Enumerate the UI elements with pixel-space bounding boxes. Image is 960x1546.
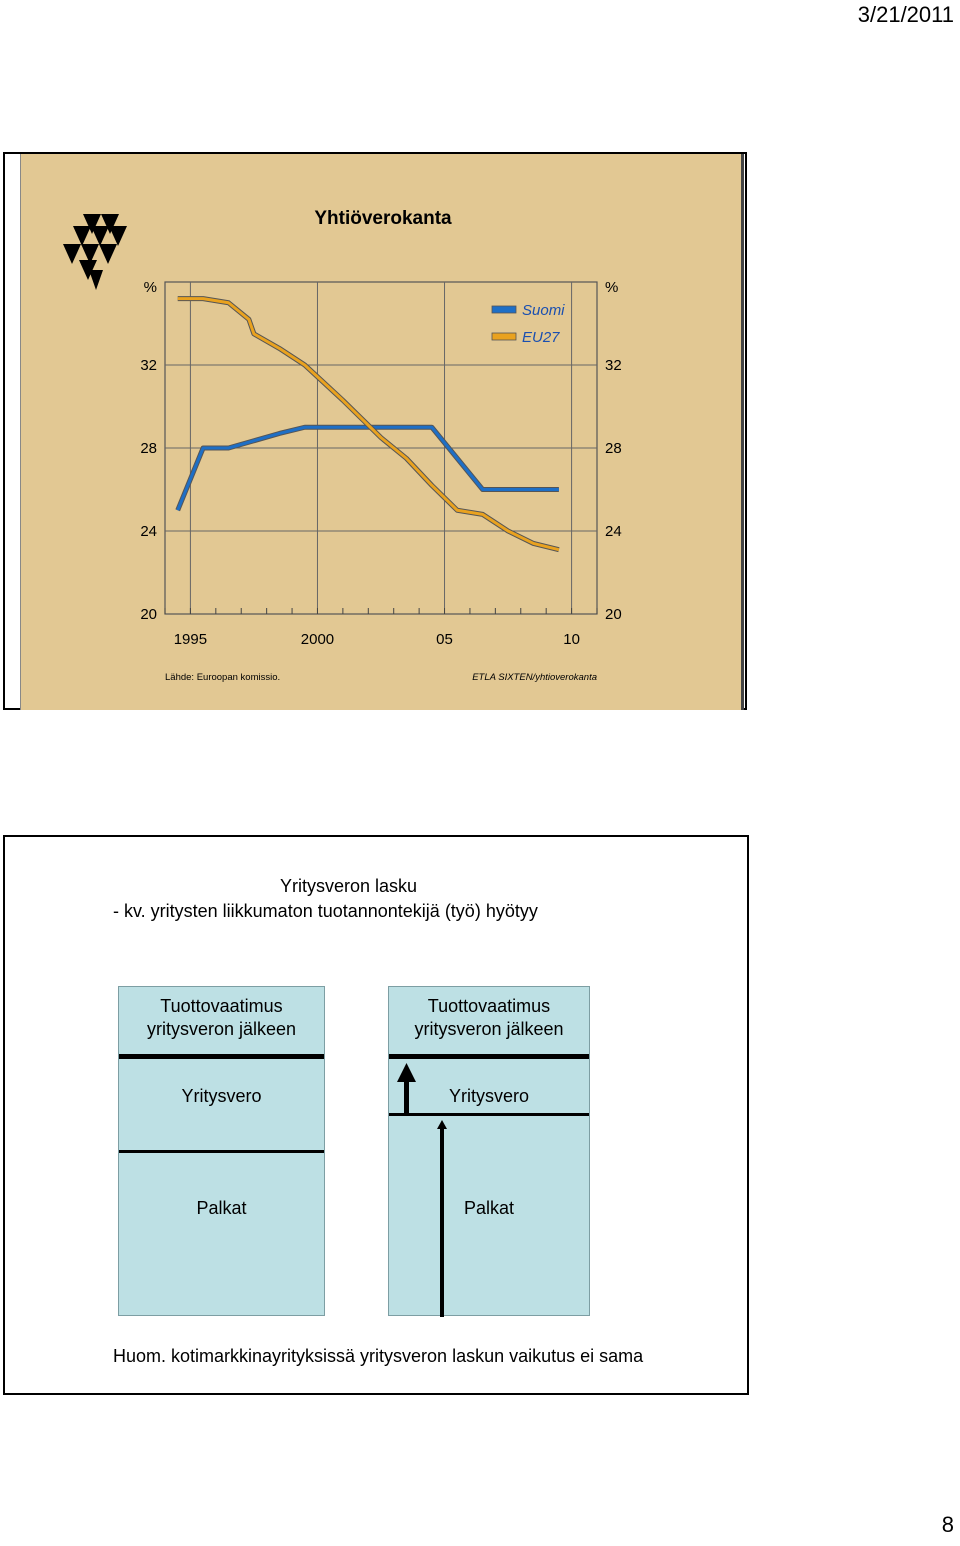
x-tick-label: 10 xyxy=(563,631,580,648)
y-tick-label-left: 32 xyxy=(140,357,157,374)
increase-arrows xyxy=(389,987,591,1317)
source-left: Lähde: Euroopan komissio. xyxy=(165,672,281,683)
right-top-label: Tuottovaatimus yritysveron jälkeen xyxy=(414,996,564,1039)
x-tick-label: 2000 xyxy=(300,631,335,648)
series-line-suomi xyxy=(178,427,559,510)
etla-logo xyxy=(63,214,127,290)
legend-label-suomi: Suomi xyxy=(522,302,565,319)
tax-decrease-arrow-icon xyxy=(397,1063,416,1115)
y-tick-label-right: 24 xyxy=(605,523,622,540)
y-tick-label-left: 20 xyxy=(140,606,157,623)
legend-swatch-eu27 xyxy=(492,333,516,340)
source-right: ETLA SIXTEN/yhtioverokanta xyxy=(472,672,597,683)
date-stamp: 3/21/2011 xyxy=(857,2,954,27)
x-tick-label: 05 xyxy=(436,631,453,648)
y-tick-label-right: 32 xyxy=(605,357,622,374)
left-bottom-label: Palkat xyxy=(196,1198,247,1218)
y-unit-left: % xyxy=(143,279,157,296)
y-tick-label-left: 24 xyxy=(140,523,157,540)
series-line-outline xyxy=(178,427,559,510)
right-middle-label: Yritysvero xyxy=(448,1086,529,1106)
right-column xyxy=(388,986,590,1316)
x-tick-label: 1995 xyxy=(173,631,208,648)
y-unit-right: % xyxy=(605,279,619,296)
slide2-subtitle: - kv. yritysten liikkumaton tuotannontekijä (työ) hyötyy xyxy=(113,901,538,921)
slide-diagram xyxy=(3,835,749,1395)
tax-rate-chart xyxy=(5,154,749,712)
page-number: 8 xyxy=(941,1512,954,1537)
left-divider-top xyxy=(119,1054,324,1059)
y-tick-label-right: 28 xyxy=(605,440,622,457)
left-middle-label: Yritysvero xyxy=(181,1086,262,1106)
slide2-title: Yritysveron lasku xyxy=(280,876,418,896)
note-text: Huom. kotimarkkinayrityksissä yritysveron laskun vaikutus ei sama xyxy=(113,1346,644,1366)
left-divider-bottom xyxy=(119,1150,324,1153)
y-tick-label-right: 20 xyxy=(605,606,622,623)
left-top-label: Tuottovaatimus yritysveron jälkeen xyxy=(146,996,297,1039)
right-bottom-label: Palkat xyxy=(463,1198,515,1218)
left-column xyxy=(118,986,325,1316)
legend-swatch-suomi xyxy=(492,306,516,313)
y-tick-label-left: 28 xyxy=(140,440,157,457)
slide-chart xyxy=(3,152,747,710)
legend-label-eu27: EU27 xyxy=(522,329,560,346)
chart-title: Yhtiöverokanta xyxy=(314,208,452,229)
wage-increase-arrow-icon xyxy=(437,1120,447,1317)
